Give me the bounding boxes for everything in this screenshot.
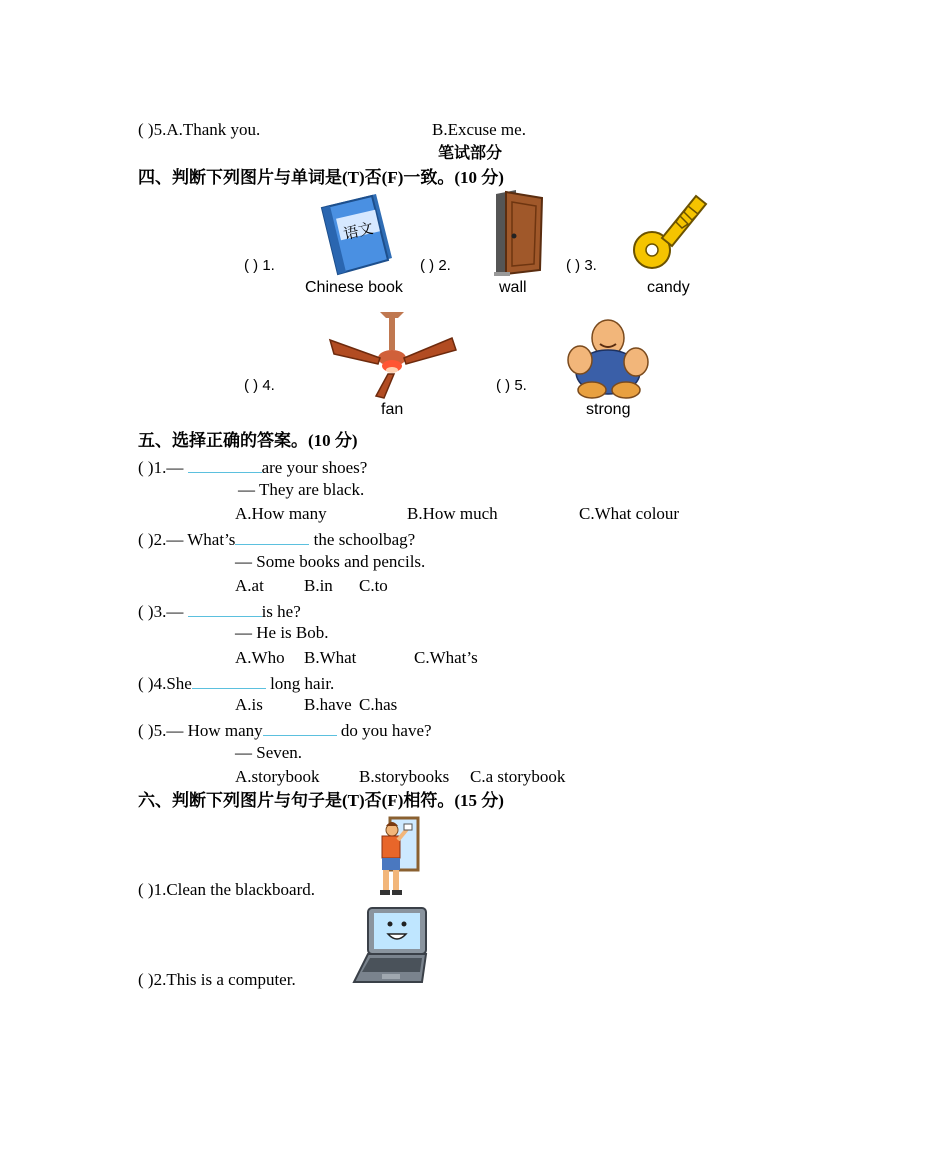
sec5-q2-option-a: A.at [235,576,264,595]
sec5-q5-option-a: A.storybook [235,767,320,786]
sec5-q3-option-c: C.What’s [414,648,478,667]
ceiling-fan-icon [328,310,458,398]
question-5-prev-option-b: B.Excuse me. [432,120,526,139]
section-5-title: 五、选择正确的答案。(10 分) [138,431,358,450]
sec5-q3-option-b: B.What [304,648,357,667]
item-1-word: Chinese book [305,279,403,296]
section-header: 笔试部分 [438,145,503,162]
strong-man-icon [562,310,652,400]
item-3-marker: ( ) 3. [566,257,597,274]
chinese-book-icon [316,192,396,276]
sec5-q2-option-c: C.to [359,576,388,595]
sec5-q5-answer: — Seven. [235,743,303,762]
sec6-question-1: ( )1.Clean the blackboard. [138,880,316,899]
book-cover-text: 语文 [341,218,376,244]
sec5-question-5: ( )5.— How many do you have? [138,721,432,740]
sec5-q5-option-c: C.a storybook [470,767,566,786]
sec5-q3-answer: — He is Bob. [235,623,329,642]
boy-cleaning-window-icon [372,816,422,898]
sec5-q1-option-b: B.How much [407,504,498,523]
item-4-word: fan [381,401,404,418]
section-4-title: 四、判断下列图片与单词是(T)否(F)一致。(10 分) [138,168,504,187]
key-icon [632,188,712,272]
section-6-title: 六、判断下列图片与句子是(T)否(F)相符。(15 分) [138,791,504,810]
item-2-word: wall [499,279,527,296]
answer-blank[interactable] [188,456,262,473]
answer-blank[interactable] [188,600,262,617]
sec5-q2-answer: — Some books and pencils. [235,552,426,571]
item-1-marker: ( ) 1. [244,257,275,274]
item-5-marker: ( ) 5. [496,377,527,394]
sec5-q4-option-c: C.has [359,695,398,714]
sec5-q2-option-b: B.in [304,576,333,595]
question-5-prev [138,120,260,140]
sec5-q1-option-a: A.How many [235,504,327,523]
item-5-word: strong [586,401,631,418]
sec5-q3-option-a: A.Who [235,648,285,667]
sec5-question-1: ( )1.— are your shoes? [138,458,368,477]
sec5-q4-option-b: B.have [304,695,352,714]
item-3-word: candy [647,279,690,296]
sec6-question-2: ( )2.This is a computer. [138,970,296,989]
item-2-marker: ( ) 2. [420,257,451,274]
item-4-marker: ( ) 4. [244,377,275,394]
sec5-q4-option-a: A.is [235,695,263,714]
sec5-q1-answer: — They are black. [238,480,365,499]
door-icon [492,188,548,278]
question-5-prev-text: ( )5.A.Thank you. [138,120,261,139]
answer-blank[interactable] [235,528,309,545]
laptop-icon [352,906,430,986]
answer-blank[interactable] [263,719,337,736]
sec5-question-3: ( )3.— is he? [138,602,301,621]
sec5-q1-option-c: C.What colour [579,504,680,523]
sec5-question-2: ( )2.— What’s the schoolbag? [138,530,416,549]
sec5-question-4: ( )4.She long hair. [138,674,335,693]
sec5-q5-option-b: B.storybooks [359,767,450,786]
answer-blank[interactable] [192,672,266,689]
